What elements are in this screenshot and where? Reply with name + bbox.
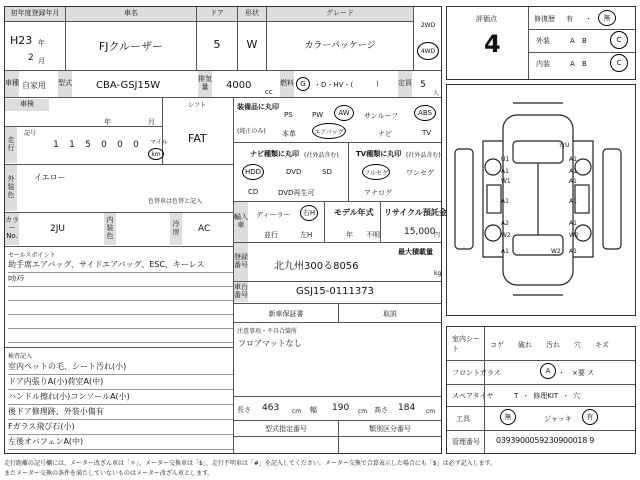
score-title: 評価点 [476,15,497,23]
diagram-mark: A1 [569,168,577,175]
equip-pw: PW [312,111,324,119]
tool-label: 工具 [456,415,470,423]
parallel-label: 並行 [264,231,278,239]
width-label: 幅 [310,406,317,414]
nav-title: ナビ種類に丸印 [250,150,299,158]
right-hand-circled: 右H [300,205,318,221]
mileage-digit: 0 [133,140,139,150]
mileage-digit: 5 [85,140,91,150]
equip-aw-circled: AW [334,105,354,121]
shape: W [246,38,258,51]
inspection-note: 室内ペットの毛、シート汚れ(小) [8,360,233,375]
equip-ps: PS [284,111,293,119]
diagram-mark: W2 [501,232,511,239]
cc-unit: cc [265,88,273,96]
diagram-mark: A1 [569,248,577,255]
tool-none-circled: 無 [500,409,516,425]
type-label: 車種 [5,71,19,97]
nav-hdd-circled: HDD [242,164,264,180]
inspection-note: 後ドア修理跡、外装小傷有 [8,405,233,420]
inspection-label: 車検 [5,99,49,111]
spare-item: ・ [522,392,530,400]
seat-item: 穴 [574,341,581,349]
spare-items [514,391,580,401]
exterior-a: A [570,37,575,45]
fuel-other-options: ・D・HV・( [314,81,354,89]
seat-item: 汚れ [546,341,560,349]
grade-label: グレード [267,7,413,21]
car-name: FJクルーザー [98,40,164,53]
doors: 5 [213,38,221,51]
month-unit: 月 [38,57,45,65]
exterior-color: イエロー [34,173,66,182]
seat-label: 室内シート [452,335,480,353]
seat-items [490,340,609,350]
record-label: 記号 [24,130,37,137]
era-year: H23 [10,34,33,47]
height-unit: cm [426,408,436,415]
chassis-label: 車台番号 [234,282,248,302]
mgmt-number: 0393900059230900018 9 [496,436,595,445]
inspection-note: 左後オバフェンA(中) [8,435,233,450]
capacity-unit: 人 [433,90,440,97]
length-unit: cm [292,408,302,415]
notice-label: 注意事項・不具合箇所 [237,328,298,335]
height-label: 高さ [374,406,388,414]
diagram-mark: A1 [569,178,577,185]
shift: FAT [188,132,207,145]
diagram-mark: W1 [501,178,511,185]
exterior-b: B [582,37,587,45]
car-diagram [447,85,635,315]
exterior-label: 外装 [536,37,550,45]
tv-title: TV種類に丸印 [356,150,402,158]
shape-label: 形状 [238,7,266,21]
glass-a-circled: A [540,363,556,379]
drive-2wd: 2WD [420,22,436,29]
spare-item: 穴 [573,392,581,400]
mileage-digit: 0 [101,140,107,150]
mileage-digit: 0 [117,140,123,150]
mileage-digit: 1 [69,140,75,150]
model-no-label: 型式指定番号 [265,425,307,433]
warranty-label: 新車保証書 [268,310,304,318]
mileage-digits [48,140,144,150]
diagram-mark: A1 [501,168,509,175]
door-label: ドア [197,7,237,21]
spare-item: T [514,392,519,400]
seat-item: コゲ [490,341,504,349]
inspection-note: ドア内張りA(小)荷室A(中) [8,375,233,390]
mgmt-label: 管理番号 [452,438,480,446]
seat-item: キズ [595,341,609,349]
insp-month-unit: 月 [148,118,155,126]
class-label: 類別区分番号 [369,425,411,433]
fuel-other-close: ) [376,80,379,88]
year-unit: 年 [38,39,45,47]
model-year-unknown: 不明 [366,231,380,239]
equip-tv: TV [422,129,432,137]
mileage-label: 走行 [5,127,17,163]
interior-a: A [570,60,575,68]
seat-item: 破れ [518,341,532,349]
width: 190 [332,403,350,413]
diagram-mark: A1 [569,198,577,205]
equip-abs-circled: ABS [414,105,436,121]
diagram-mark: A1 [569,220,577,227]
fuel-label: 燃料 [280,71,294,97]
insp-year-unit: 年 [104,118,111,126]
nav-cd: CD [248,188,259,196]
tv-sub: (社外品含む) [406,152,441,159]
color-no: 2JU [50,224,65,234]
drive-4wd-circled: 4WD [417,42,439,60]
capacity-label: 定員 [398,71,412,97]
grade: カラーパッケージ [304,41,376,51]
model-label: 型式 [58,71,72,97]
sale-point: 助手席エアバッグ、サイドエアバッグ、ESC、キーレス [8,258,233,273]
footer-line2: またメーター交換の条件を満たしていないものはメーター改ざん車とします。 [4,470,214,477]
equip-nav: ナビ [378,130,392,138]
kg-unit: kg [434,270,442,277]
plate-label: 登録番号 [234,243,248,281]
equip-sub: (純正のみ) [237,128,266,135]
inspector-label: 検査記入 [8,353,33,360]
color-no-label: カラーNo. [5,213,19,245]
spare-label: スペアタイヤ [452,392,494,400]
sale-point-blank [8,314,233,329]
sale-point: ﾛｶﾒﾗ [8,272,233,287]
dealer-label: ディーラー [256,211,291,219]
color-change-note: 色替車は色替と記入 [148,198,203,205]
glass-label: フロントガラス [452,369,501,377]
exterior-c-circled: C [610,31,628,49]
model-year-label: モデル年式 [334,208,374,217]
import-label: 輸入車 [234,202,248,242]
glass-sep: ・ [558,369,565,377]
diagram-mark: U1 [501,156,510,163]
tv-fullseg-circled: フルセグ [362,164,390,180]
diagram-mark: W2 [551,248,561,255]
width-unit: cm [358,408,368,415]
displacement: 4000 [226,80,252,91]
sale-point-label: セールスポイント [8,252,56,259]
diagram-mark: A1 [569,156,577,163]
sale-point-blank [8,300,233,315]
length-label: 長さ [237,406,251,414]
diagram-mark: A1 [501,198,509,205]
diagram-mark: W2 [569,232,579,239]
reg-label: 初年度登録年月 [5,7,65,21]
equip-sunroof: サンルーフ [364,112,399,120]
left-hand: 左H [300,231,313,239]
plate: 北九州300る8056 [274,261,359,272]
recycle-label: リサイクル預託金 [384,208,447,217]
recycle: 15,000 [404,227,436,237]
equip-leather: 本革 [282,130,296,138]
mileage-digit: 1 [53,140,59,150]
inspection-note: Fガラス飛び石(小) [8,420,233,435]
nav-sub: (社外品含む) [304,152,339,159]
inspection-note: ハンドル擦れ(小)コンソールA(小) [8,390,233,405]
ac-label: 冷房 [170,213,182,245]
interior-color-label: 内装色 [104,213,116,245]
interior-label: 内装 [536,60,550,68]
height: 184 [398,403,416,413]
sale-point-blank [8,286,233,301]
name-label: 車名 [66,7,196,21]
reg-month: 2 [28,53,34,63]
yen-unit: 円 [434,232,441,239]
tv-oneseg: ワンセグ [406,169,434,177]
interior-b: B [582,60,587,68]
exterior-color-label: 外装色 [5,165,17,211]
model: CBA-GSJ15W [96,80,161,91]
mile-label: マイル [150,139,168,146]
manual-label: 取説 [383,310,397,318]
tv-analog: アナログ [364,189,392,197]
chassis: GSJ15-0111373 [296,286,374,297]
jack-label: ジャッキ [544,415,572,423]
length: 463 [262,403,280,413]
repair-yes: 有 [566,15,573,23]
ac: AC [198,224,211,234]
spare-item: 修理KIT [533,392,559,400]
diagram-mark: 右U [559,142,570,149]
interior-c-circled: C [610,54,628,72]
nav-dvd: DVD [286,168,302,176]
equip-airbag-circled: エアバッグ [312,123,346,139]
repair-label: 修復歴 [534,15,555,23]
capacity: 5 [420,80,426,90]
diagram-mark: A2 [501,220,509,227]
repair-none-circled: 無 [598,10,616,26]
displacement-label: 排気量 [198,71,212,97]
spare-item: ・ [562,392,570,400]
diagram-mark: A1 [501,248,509,255]
shift-label: シフト [188,102,207,109]
nav-sd: SD [322,168,332,176]
repair-sep: ・ [585,15,592,23]
footer-line1: 走行距離の記号欄には、メーター改ざん車は「＊」、メーター交換車は「$」、走行不明車は「#」を記入してください。メーター交換で合算表示した場合にも「$」は必ず記入します。 [4,460,497,467]
sale-point-blank [8,328,233,343]
score: 4 [484,30,501,58]
use: 自家用 [22,81,46,90]
equip-title: 装備品に丸印 [237,103,279,111]
nav-dvd-playback: DVD再生可 [278,189,315,197]
jack-yes-circled: 有 [582,409,598,425]
model-year-unit: 年 [346,231,353,239]
fuel-gasoline-circled: G [296,77,310,91]
notice: フロアマットなし [238,339,302,348]
km-circled: km [148,148,164,160]
glass-need: ×要 ス [572,369,595,377]
max-load-label: 最大積載量 [398,248,433,256]
